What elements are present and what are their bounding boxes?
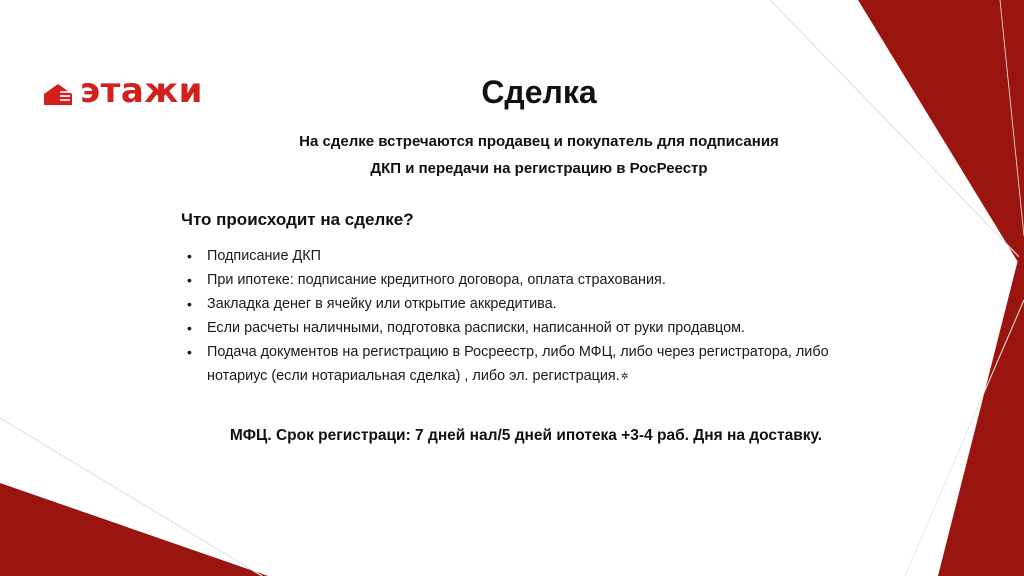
bottom-right-red-shape [938, 236, 1024, 576]
subtitle-line-2: ДКП и передачи на регистрацию в РосРеестр [370, 160, 708, 177]
slide-subtitle [290, 128, 788, 182]
bottom-note: МФЦ. Срок регистраци: 7 дней нал/5 дней ипотека +3-4 раб. Дня на доставку. [229, 427, 823, 444]
steps-list [187, 244, 887, 388]
gear-icon: ✲ [620, 371, 629, 381]
list-item: • Подписание ДКП [187, 244, 887, 268]
list-item: • Закладка денег в ячейку или открытие аккредитива. [187, 292, 887, 316]
bottom-left-red-shape [0, 483, 268, 576]
list-item [187, 340, 887, 388]
section-question: Что происходит на сделке? [181, 210, 414, 229]
list-item: • При ипотеке: подписание кредитного договора, оплата страхования. [187, 268, 887, 292]
brand-name: этажи [80, 71, 203, 111]
subtitle-line-1: На сделке встречаются продавец и покупатель для подписания [299, 133, 779, 150]
list-item: • Если расчеты наличными, подготовка расписки, написанной от руки продавцом. [187, 316, 887, 340]
list-item-text: Подача документов на регистрацию в Росреестр, либо МФЦ, либо через регистратора, либо нотариус (если нотариальная сделка) , либо эл. регистрация. [207, 344, 829, 384]
slide-title: Сделка [481, 74, 597, 110]
top-right-red-shape [858, 0, 1024, 272]
